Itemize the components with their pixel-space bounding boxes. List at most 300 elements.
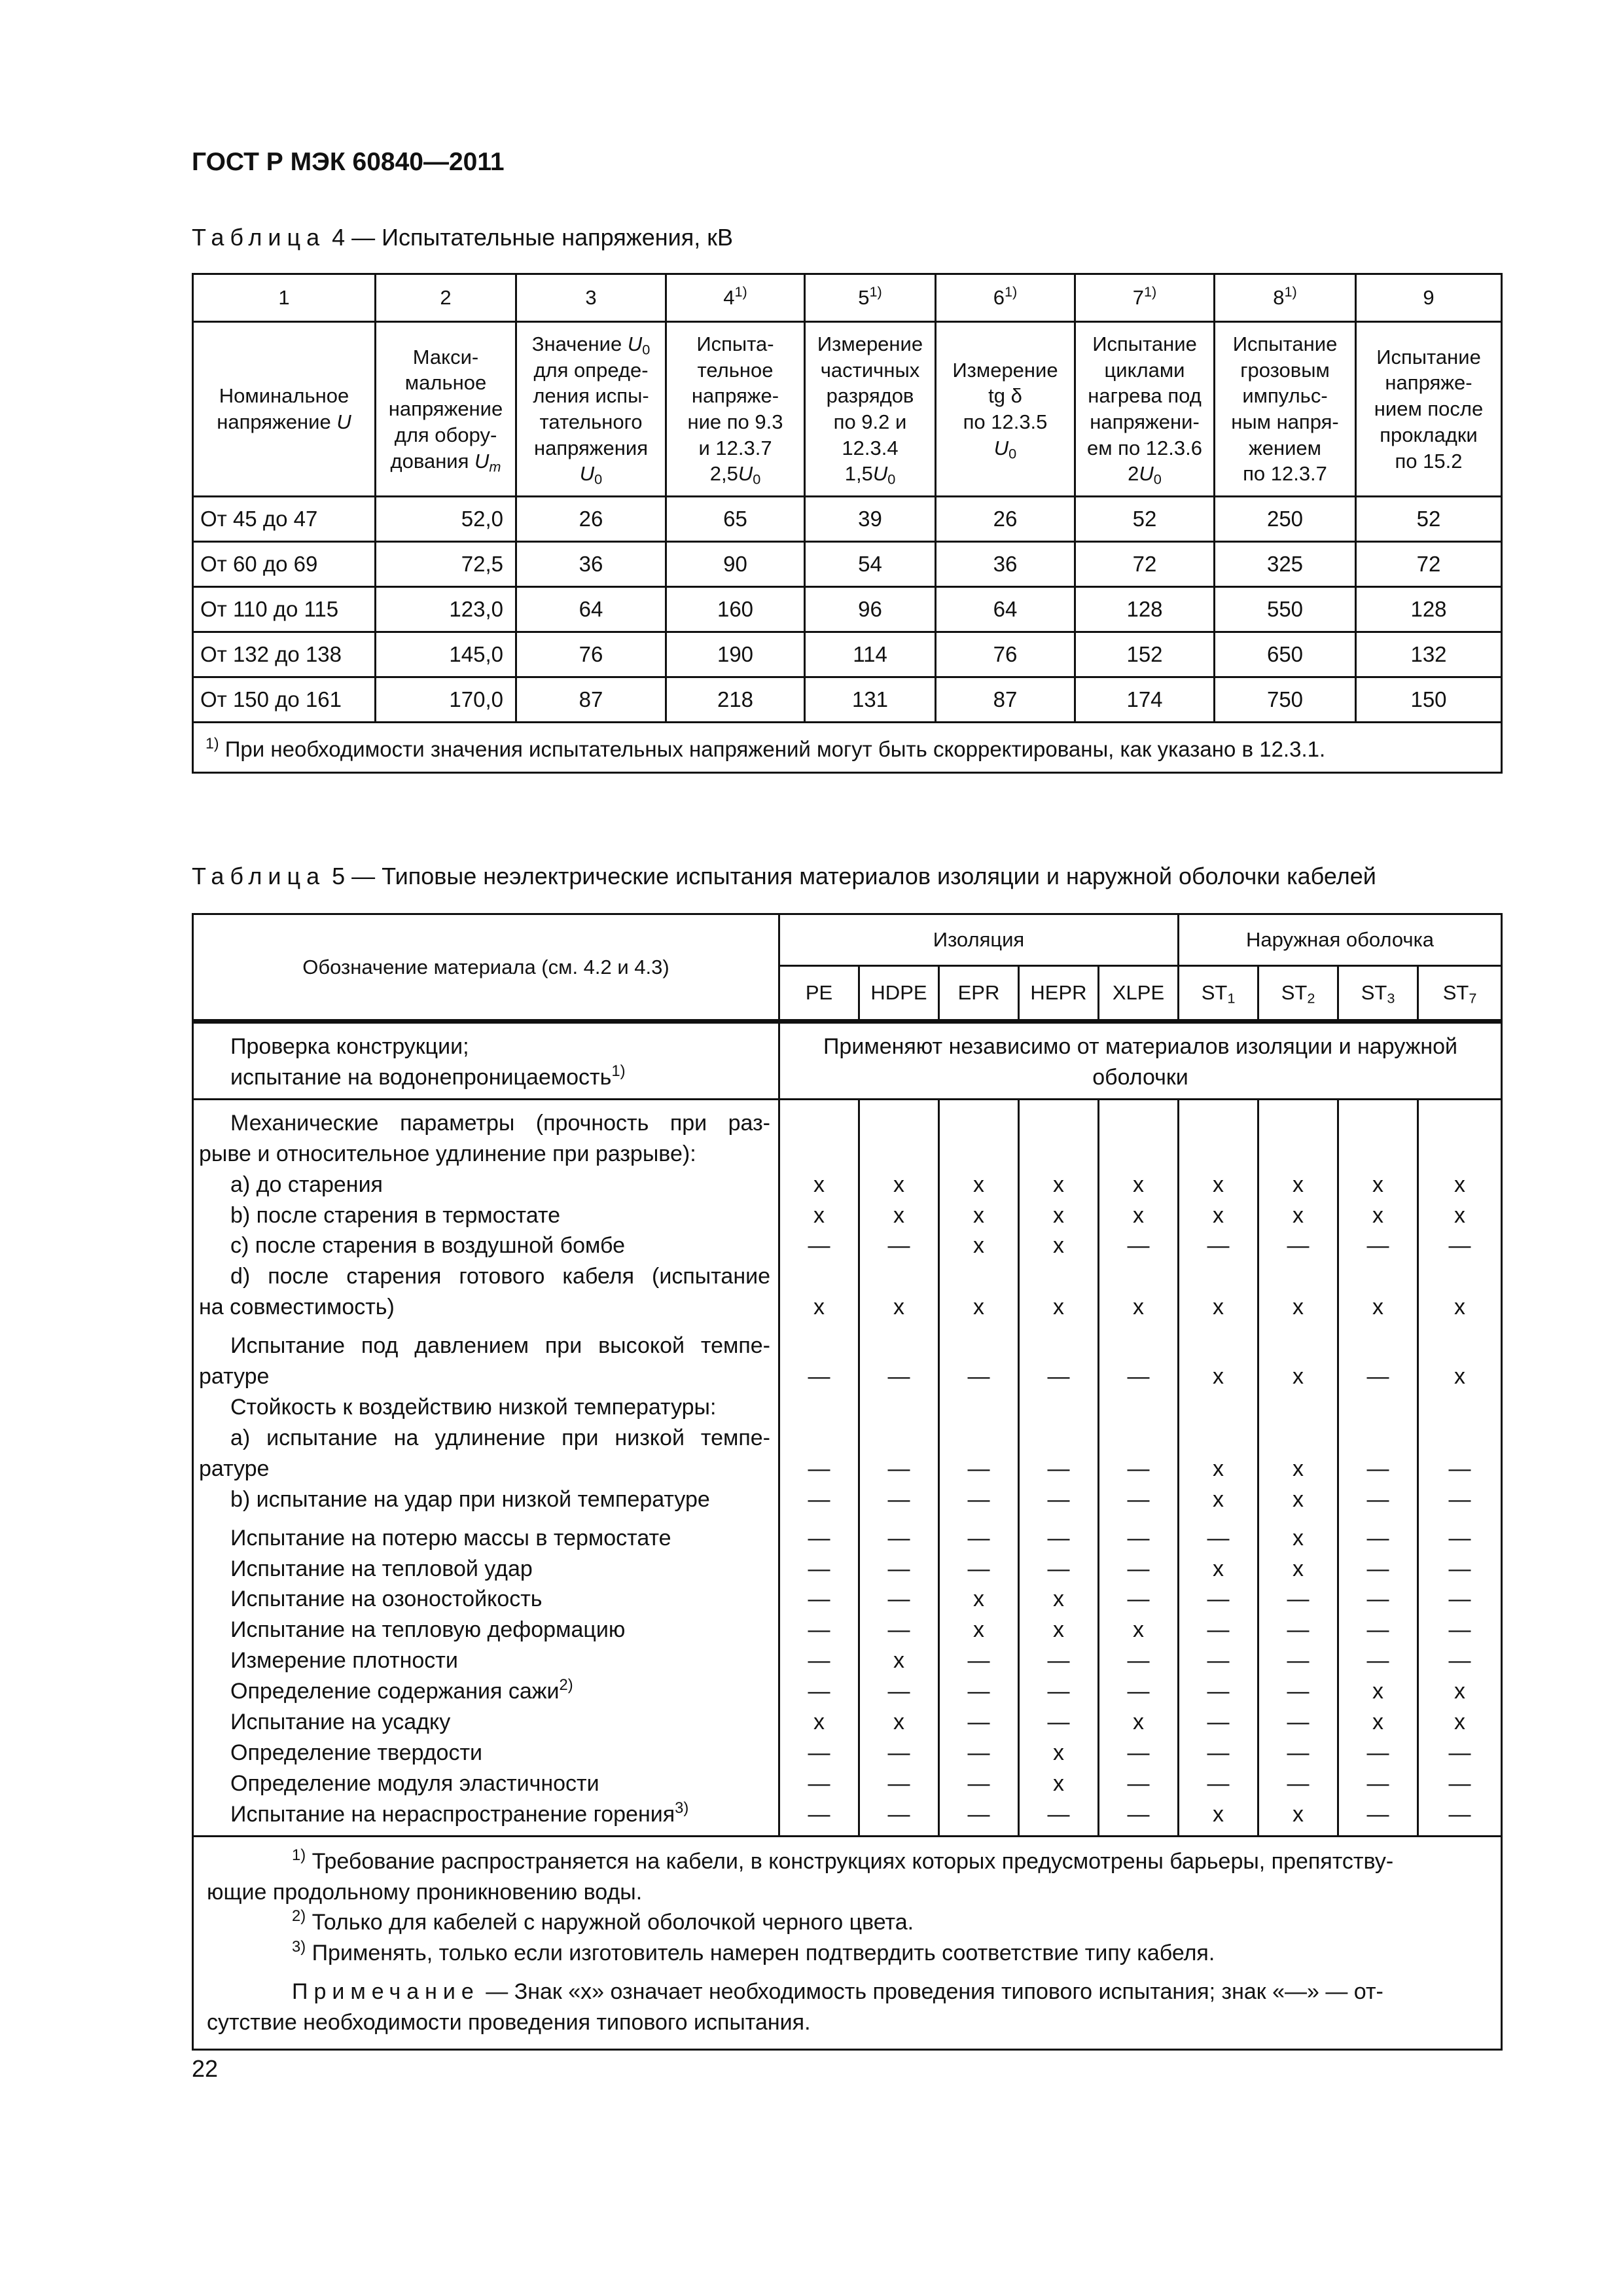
test-mark — [1339, 1392, 1417, 1423]
test-mark: — — [808, 1648, 830, 1674]
test-mark — [1339, 1261, 1417, 1292]
test-mark: x — [1053, 1295, 1064, 1320]
test-mark — [860, 1423, 938, 1454]
table4-footnote-row — [193, 723, 1502, 773]
voltage-value-cell: 152 — [1075, 632, 1215, 677]
test-mark — [1259, 1139, 1337, 1170]
test-mark — [940, 1423, 1018, 1454]
col-number: 6$^{1)}$ — [936, 274, 1075, 322]
test-mark: — — [1207, 1648, 1230, 1674]
test-mark: — — [1207, 1770, 1230, 1796]
test-mark: — — [887, 1556, 910, 1581]
test-mark: — — [1047, 1648, 1070, 1674]
table4-column-numbers — [193, 274, 1502, 322]
test-mark: x — [1454, 1710, 1466, 1735]
test-mark: — — [1047, 1525, 1070, 1551]
test-mark: — — [1366, 1486, 1389, 1512]
test-mark: — — [1448, 1556, 1471, 1581]
voltage-value-cell: 650 — [1215, 632, 1356, 677]
material-st1: $ST_1$ — [1179, 966, 1258, 1022]
voltage-value-cell: 72,5 — [376, 542, 516, 587]
test-mark: x — [1454, 1202, 1466, 1228]
voltage-value-cell: 96 — [805, 587, 936, 632]
test-mark: x — [1053, 1172, 1064, 1197]
test-mark: x — [1372, 1202, 1384, 1228]
table5-group-header — [193, 914, 1502, 966]
test-mark: — — [967, 1364, 990, 1390]
test-mark — [780, 1108, 858, 1139]
test-mark: — — [808, 1233, 830, 1259]
test-mark: — — [1287, 1587, 1310, 1612]
test-mark: — — [1127, 1456, 1150, 1481]
material-hepr: HEPR — [1019, 966, 1099, 1022]
construction-test-label: Проверка конструкции; испытание на водонепроницаемость$^{1)}$ — [193, 1022, 779, 1100]
test-mark: x — [893, 1648, 904, 1674]
voltage-value-cell: 39 — [805, 497, 936, 542]
test-mark: — — [1366, 1770, 1389, 1796]
test-mark: x — [1454, 1679, 1466, 1704]
test-mark — [780, 1139, 858, 1170]
material-st7: $ST_7$ — [1418, 966, 1502, 1022]
col-number: 7$^{1)}$ — [1075, 274, 1215, 322]
test-mark: x — [893, 1295, 904, 1320]
test-mark: x — [1133, 1202, 1145, 1228]
table4-row — [193, 497, 1502, 542]
document-header: ГОСТ Р МЭК 60840—2011 — [192, 148, 505, 176]
test-mark: x — [1372, 1679, 1384, 1704]
table4-caption-text: 4 — Испытательные напряжения, кВ — [325, 224, 734, 251]
test-mark — [940, 1331, 1018, 1361]
test-mark: — — [1287, 1679, 1310, 1704]
test-mark: — — [887, 1617, 910, 1643]
test-mark — [1099, 1261, 1177, 1292]
test-mark: x — [893, 1202, 904, 1228]
marks-col-xlpe — [1099, 1099, 1179, 1836]
voltage-value-cell: 36 — [936, 542, 1075, 587]
test-mark: — — [808, 1801, 830, 1827]
test-mark: — — [1448, 1617, 1471, 1643]
test-mark: — — [1207, 1587, 1230, 1612]
voltage-value-cell: 174 — [1075, 677, 1215, 723]
footnote-3: $^{3)}$ Применять, только если изготовитель намерен подтвердить соответствие типу кабеля. — [292, 1938, 1215, 1966]
marks-col-hdpe — [859, 1099, 939, 1836]
test-mark: — — [1448, 1486, 1471, 1512]
table5-footnotes — [193, 1836, 1502, 2049]
test-mark: — — [1127, 1233, 1150, 1259]
test-mark: x — [1454, 1364, 1466, 1390]
test-mark: x — [1133, 1617, 1145, 1643]
voltage-value-cell: 750 — [1215, 677, 1356, 723]
test-mark: — — [1127, 1486, 1150, 1512]
test-mark: — — [1287, 1770, 1310, 1796]
test-mark — [1259, 1423, 1337, 1454]
test-mark — [780, 1261, 858, 1292]
voltage-value-cell: 52,0 — [376, 497, 516, 542]
test-mark: — — [808, 1679, 830, 1704]
test-mark: — — [1287, 1710, 1310, 1735]
test-mark — [780, 1392, 858, 1423]
material-st3: $ST_3$ — [1338, 966, 1418, 1022]
test-mark: — — [808, 1587, 830, 1612]
test-mark: — — [967, 1556, 990, 1581]
test-mark — [1179, 1261, 1257, 1292]
test-mark: — — [1207, 1617, 1230, 1643]
footnote-1: $^{1)}$ Требование распространяется на кабели, в конструкциях которых предусмотрены барьеры, препятству- — [292, 1846, 1394, 1874]
test-mark: x — [1213, 1801, 1224, 1827]
test-mark — [940, 1392, 1018, 1423]
test-mark: — — [1448, 1740, 1471, 1765]
col-number: 3 — [516, 274, 666, 322]
test-mark: — — [1207, 1710, 1230, 1735]
construction-row — [193, 1022, 1502, 1100]
test-mark — [860, 1392, 938, 1423]
test-mark — [940, 1261, 1018, 1292]
test-mark — [1179, 1423, 1257, 1454]
test-mark: x — [1133, 1710, 1145, 1735]
voltage-value-cell: 128 — [1075, 587, 1215, 632]
test-mark: — — [808, 1525, 830, 1551]
material-hdpe: HDPE — [859, 966, 939, 1022]
test-mark: — — [887, 1679, 910, 1704]
voltage-value-cell: 325 — [1215, 542, 1356, 587]
test-mark — [1020, 1423, 1097, 1454]
test-mark: — — [1287, 1740, 1310, 1765]
header-lightning-impulse: Испытание грозовым импульс- ным напря- жением по 12.3.7 — [1215, 322, 1356, 497]
test-mark: — — [1127, 1740, 1150, 1765]
table4-caption-prefix: Таблица — [192, 224, 326, 251]
test-mark: — — [1047, 1801, 1070, 1827]
test-mark — [1259, 1261, 1337, 1292]
test-mark — [1419, 1331, 1501, 1361]
test-mark: — — [1448, 1233, 1471, 1259]
test-mark — [1339, 1108, 1417, 1139]
test-mark: — — [1127, 1587, 1150, 1612]
test-mark — [940, 1139, 1018, 1170]
test-mark — [1419, 1108, 1501, 1139]
test-mark: — — [1047, 1364, 1070, 1390]
test-mark: x — [1372, 1295, 1384, 1320]
test-mark: — — [1366, 1648, 1389, 1674]
test-mark: x — [1293, 1525, 1304, 1551]
test-mark — [1419, 1392, 1501, 1423]
test-mark: — — [1366, 1233, 1389, 1259]
test-mark — [780, 1331, 858, 1361]
material-st2: $ST_2$ — [1258, 966, 1338, 1022]
test-mark: x — [1293, 1486, 1304, 1512]
voltage-value-cell: 114 — [805, 632, 936, 677]
test-mark: — — [1448, 1456, 1471, 1481]
test-mark: x — [1293, 1295, 1304, 1320]
test-mark: — — [1287, 1233, 1310, 1259]
test-mark: — — [967, 1679, 990, 1704]
test-mark: x — [1213, 1556, 1224, 1581]
test-mark: — — [1207, 1525, 1230, 1551]
test-mark: x — [1053, 1587, 1064, 1612]
voltage-value-cell: 64 — [516, 587, 666, 632]
voltage-value-cell: 145,0 — [376, 632, 516, 677]
marks-col-epr — [939, 1099, 1019, 1836]
test-mark — [1099, 1331, 1177, 1361]
voltage-value-cell: 160 — [666, 587, 805, 632]
material-epr: EPR — [939, 966, 1019, 1022]
test-mark: — — [1207, 1740, 1230, 1765]
test-mark: — — [887, 1486, 910, 1512]
voltage-value-cell: 250 — [1215, 497, 1356, 542]
test-mark — [1419, 1261, 1501, 1292]
test-mark — [1179, 1139, 1257, 1170]
voltage-value-cell: 87 — [516, 677, 666, 723]
test-mark — [1259, 1108, 1337, 1139]
test-mark: — — [1127, 1556, 1150, 1581]
test-mark: — — [1448, 1587, 1471, 1612]
voltage-value-cell: 26 — [936, 497, 1075, 542]
test-mark: x — [1053, 1617, 1064, 1643]
test-mark: — — [1448, 1801, 1471, 1827]
test-mark: — — [1047, 1486, 1070, 1512]
header-heat-cycle: Испытание циклами нагрева под напряжени- ем по 12.3.6 $2U_0$ — [1075, 322, 1215, 497]
test-mark: — — [1207, 1233, 1230, 1259]
voltage-value-cell: 550 — [1215, 587, 1356, 632]
test-mark: x — [1053, 1740, 1064, 1765]
header-test-voltage: Испыта- тельное напряже- ние по 9.3 и 12.3.7 $2,5U_0$ — [666, 322, 805, 497]
test-mark: — — [967, 1740, 990, 1765]
test-mark: — — [967, 1801, 990, 1827]
test-mark — [860, 1261, 938, 1292]
test-mark — [860, 1108, 938, 1139]
footnote-2: $^{2)}$ Только для кабелей с наружной оболочкой черного цвета. — [292, 1907, 914, 1935]
test-mark: x — [1053, 1202, 1064, 1228]
voltage-value-cell: 52 — [1356, 497, 1502, 542]
table5-caption-text: 5 — Типовые неэлектрические испытания материалов изоляции и наружной оболочки кабелей — [325, 863, 1376, 889]
test-mark: — — [1366, 1456, 1389, 1481]
voltage-value-cell: 123,0 — [376, 587, 516, 632]
test-mark: x — [813, 1295, 825, 1320]
voltage-value-cell: 76 — [936, 632, 1075, 677]
test-mark — [860, 1139, 938, 1170]
test-mark: — — [1448, 1770, 1471, 1796]
voltage-value-cell: 36 — [516, 542, 666, 587]
voltage-range-cell: От 132 до 138 — [193, 632, 376, 677]
voltage-value-cell: 190 — [666, 632, 805, 677]
test-mark — [1099, 1392, 1177, 1423]
test-mark: — — [887, 1364, 910, 1390]
header-tan-delta: Измерение tg δ по 12.3.5 $U_0$ — [936, 322, 1075, 497]
test-mark — [780, 1423, 858, 1454]
marks-col-st2 — [1258, 1099, 1338, 1836]
test-mark: — — [1448, 1648, 1471, 1674]
test-mark: — — [967, 1456, 990, 1481]
test-mark: — — [1366, 1617, 1389, 1643]
voltage-range-cell: От 60 до 69 — [193, 542, 376, 587]
table4-row — [193, 632, 1502, 677]
insulation-group-header: Изоляция — [779, 914, 1179, 966]
voltage-range-cell: От 110 до 115 — [193, 587, 376, 632]
test-mark: — — [1287, 1648, 1310, 1674]
voltage-value-cell: 72 — [1356, 542, 1502, 587]
test-mark — [1020, 1261, 1097, 1292]
test-mark: x — [1053, 1233, 1064, 1259]
marks-col-pe — [779, 1099, 859, 1836]
test-mark: — — [1366, 1740, 1389, 1765]
voltage-value-cell: 87 — [936, 677, 1075, 723]
test-mark: — — [1127, 1648, 1150, 1674]
header-nominal-voltage: Номинальное напряжение U — [193, 322, 376, 497]
voltage-value-cell: 128 — [1356, 587, 1502, 632]
test-mark: — — [808, 1486, 830, 1512]
test-mark: x — [1454, 1295, 1466, 1320]
test-mark: — — [1047, 1710, 1070, 1735]
header-max-voltage: Макси- мальное напряжение для обору- дования $U_m$ — [376, 322, 516, 497]
test-mark — [1179, 1108, 1257, 1139]
test-mark — [1419, 1139, 1501, 1170]
test-mark: — — [808, 1740, 830, 1765]
material-xlpe: XLPE — [1099, 966, 1179, 1022]
construction-applies-all: Применяют независимо от материалов изоляции и наружной оболочки — [779, 1022, 1502, 1100]
test-mark: — — [887, 1525, 910, 1551]
test-mark: x — [1454, 1172, 1466, 1197]
test-mark — [1179, 1331, 1257, 1361]
test-mark — [1259, 1331, 1337, 1361]
test-mark: x — [973, 1587, 984, 1612]
voltage-value-cell: 132 — [1356, 632, 1502, 677]
test-mark: — — [1366, 1801, 1389, 1827]
test-mark — [1099, 1139, 1177, 1170]
test-mark: — — [1127, 1525, 1150, 1551]
test-mark — [1339, 1331, 1417, 1361]
table4-caption — [192, 224, 733, 251]
table4 — [192, 273, 1503, 774]
test-mark: x — [973, 1202, 984, 1228]
test-mark: — — [1366, 1587, 1389, 1612]
test-mark: x — [1133, 1172, 1145, 1197]
test-mark: x — [893, 1710, 904, 1735]
test-mark — [940, 1108, 1018, 1139]
test-mark: — — [887, 1456, 910, 1481]
test-mark: x — [1293, 1801, 1304, 1827]
voltage-value-cell: 72 — [1075, 542, 1215, 587]
test-mark: — — [1366, 1556, 1389, 1581]
test-mark — [1099, 1423, 1177, 1454]
test-mark: x — [1213, 1486, 1224, 1512]
table5-note-cont: сутствие необходимости проведения типового испытания. — [207, 2010, 811, 2036]
test-mark: — — [1287, 1617, 1310, 1643]
test-mark: — — [887, 1740, 910, 1765]
test-mark: — — [1448, 1525, 1471, 1551]
voltage-value-cell: 90 — [666, 542, 805, 587]
footnote-1-cont: ющие продольному проникновению воды. — [207, 1879, 643, 1905]
test-mark: x — [813, 1710, 825, 1735]
test-mark — [1259, 1392, 1337, 1423]
test-mark: — — [967, 1486, 990, 1512]
test-mark — [1179, 1392, 1257, 1423]
voltage-value-cell: 76 — [516, 632, 666, 677]
test-mark: — — [1127, 1364, 1150, 1390]
test-mark: — — [967, 1648, 990, 1674]
test-mark: x — [973, 1233, 984, 1259]
test-mark: — — [887, 1587, 910, 1612]
test-mark — [1020, 1139, 1097, 1170]
test-mark: x — [893, 1172, 904, 1197]
test-mark: x — [1213, 1202, 1224, 1228]
test-mark — [1339, 1139, 1417, 1170]
material-designation-header: Обозначение материала (см. 4.2 и 4.3) — [193, 914, 779, 1022]
test-mark: x — [1372, 1172, 1384, 1197]
test-mark: — — [887, 1801, 910, 1827]
test-mark: x — [1293, 1556, 1304, 1581]
test-mark: x — [1053, 1770, 1064, 1796]
test-mark: — — [1127, 1801, 1150, 1827]
test-mark — [1099, 1108, 1177, 1139]
test-mark: — — [887, 1770, 910, 1796]
table4-header-row — [193, 322, 1502, 497]
header-u0-value: Значение $U_0$ для опреде- ления испы- тательного напряжения $U_0$ — [516, 322, 666, 497]
test-mark — [860, 1331, 938, 1361]
marks-col-hepr — [1019, 1099, 1099, 1836]
test-mark: x — [1293, 1364, 1304, 1390]
test-mark: x — [813, 1172, 825, 1197]
voltage-value-cell: 54 — [805, 542, 936, 587]
test-mark: x — [1213, 1364, 1224, 1390]
header-partial-discharge: Измерение частичных разрядов по 9.2 и 12.3.4 $1,5U_0$ — [805, 322, 936, 497]
voltage-range-cell: От 150 до 161 — [193, 677, 376, 723]
page-number: 22 — [192, 2055, 219, 2082]
test-mark: — — [1127, 1679, 1150, 1704]
table5 — [192, 913, 1503, 2051]
voltage-value-cell: 218 — [666, 677, 805, 723]
test-mark: x — [973, 1172, 984, 1197]
col-number: 2 — [376, 274, 516, 322]
table4-footnote: $^{1)}$ При необходимости значения испытательных напряжений могут быть скорректированы, как указано в 12.3.1. — [193, 723, 1502, 773]
table5-caption — [192, 863, 1376, 890]
voltage-value-cell: 150 — [1356, 677, 1502, 723]
table5-caption-prefix: Таблица — [192, 863, 326, 889]
marks-col-st7 — [1418, 1099, 1502, 1836]
test-mark: — — [808, 1770, 830, 1796]
header-after-installation: Испытание напряже- нием после прокладки по 15.2 — [1356, 322, 1502, 497]
voltage-value-cell: 26 — [516, 497, 666, 542]
test-mark — [1020, 1392, 1097, 1423]
test-mark — [1419, 1423, 1501, 1454]
test-mark: x — [973, 1295, 984, 1320]
table4-body — [193, 497, 1502, 723]
test-mark: — — [1366, 1525, 1389, 1551]
table4-row — [193, 677, 1502, 723]
test-mark: — — [1366, 1364, 1389, 1390]
material-pe: PE — [779, 966, 859, 1022]
col-number: 5$^{1)}$ — [805, 274, 936, 322]
test-mark: — — [967, 1710, 990, 1735]
test-mark: — — [967, 1525, 990, 1551]
test-mark: x — [813, 1202, 825, 1228]
table5-note: Примечание — Знак «х» означает необходимость проведения типового испытания; знак «—» — от- — [292, 1979, 1383, 2005]
test-mark — [1020, 1108, 1097, 1139]
col-number: 4$^{1)}$ — [666, 274, 805, 322]
tests-label-column: Механические параметры (прочность при раз- рыве и относительное удлинение при разрыве): а) до старения b) после старения в термостате с) после старения в воздушной бомбе d) после старения готового кабеля (испытание на совместимость) Испытание под давлением при высокой темпе- ратуре Стойкость к воздействию низкой температуры: а) испытание на удлинение при низкой темпе- ратуре b) испытание на удар при низкой температуре Испытание на потерю массы в термостате Испытание на тепловой удар Испытание на озоностойкость Испытание на тепловую деформацию Измерение плотности Определение содержания сажи$^{2)}$ Испытание на усадку Определение твердости Определение модуля эластичности Испытание на нераспространение горения$^{3)}$ — [193, 1099, 779, 1836]
test-mark: x — [1372, 1710, 1384, 1735]
voltage-value-cell: 65 — [666, 497, 805, 542]
test-mark: — — [967, 1770, 990, 1796]
col-number: 1 — [193, 274, 376, 322]
test-mark: x — [1133, 1295, 1145, 1320]
voltage-value-cell: 170,0 — [376, 677, 516, 723]
test-mark: — — [1047, 1556, 1070, 1581]
marks-col-st1 — [1179, 1099, 1258, 1836]
test-mark: x — [1293, 1202, 1304, 1228]
voltage-value-cell: 64 — [936, 587, 1075, 632]
test-mark — [1339, 1423, 1417, 1454]
voltage-range-cell: От 45 до 47 — [193, 497, 376, 542]
table5-footnotes-row — [193, 1836, 1502, 2049]
